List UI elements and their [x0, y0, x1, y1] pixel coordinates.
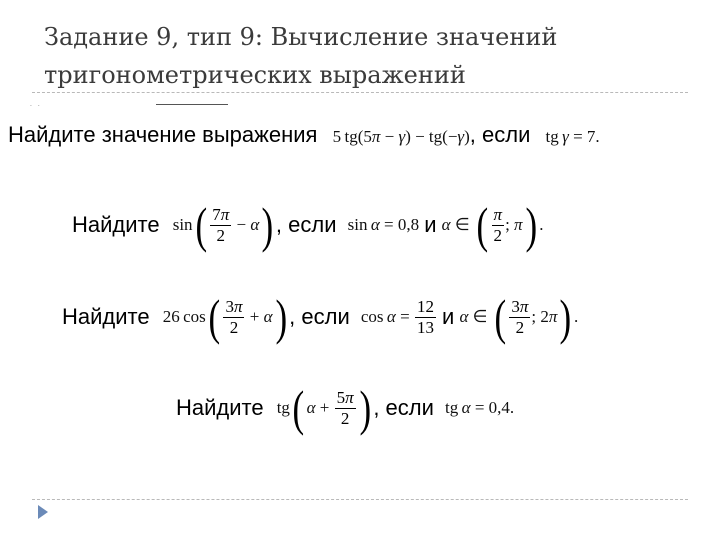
- task-4-func: tg: [276, 398, 290, 417]
- top-divider: [32, 92, 688, 93]
- task-3-cond: , если: [289, 304, 350, 329]
- task-2-condition: sin α = 0,8: [347, 215, 420, 234]
- task-2-interval: α ∈: [441, 215, 474, 234]
- task-3-interval: α ∈: [459, 307, 492, 326]
- task-2: Найдите sin( $\frac{7\pi}{2}$ − α) , если sin α = 0,8 и α ∈ ( $\frac{\pi}{2}$ ; π) .: [72, 197, 544, 253]
- task-4: Найдите tg( α + $\frac{5\pi}{2}$ ) , если tg α = 0,4.: [176, 380, 515, 436]
- decorative-dots: · ·: [30, 103, 42, 110]
- slide-title-line2: тригонометрических выражений: [44, 61, 466, 89]
- task-2-and: и: [424, 212, 437, 237]
- triangle-bullet-icon: [38, 505, 48, 519]
- slide-title: [44, 18, 684, 94]
- task-2-fraction: $\frac{7\pi}{2}$: [212, 204, 230, 245]
- task-1-lead: Найдите значение выражения: [8, 122, 318, 147]
- task-2-cond: , если: [275, 212, 337, 237]
- task-1-expression: 5 tg(5π − γ) − tg(−γ): [332, 127, 470, 146]
- short-underline: [156, 104, 228, 105]
- bottom-divider: [32, 499, 688, 500]
- task-2-lead: Найдите: [72, 212, 160, 237]
- task-4-fraction: $\frac{5\pi}{2}$: [336, 387, 354, 428]
- task-1-condition: tg γ = 7.: [545, 127, 600, 146]
- task-3-condition: cos α =: [360, 307, 414, 326]
- task-3-func: 26 cos: [162, 307, 206, 326]
- task-1-cond: , если: [469, 122, 531, 147]
- task-4-condition: tg α = 0,4.: [445, 398, 515, 417]
- task-3-fraction: $\frac{3\pi}{2}$: [225, 296, 243, 337]
- task-2-func: sin: [172, 215, 193, 234]
- task-3-lead: Найдите: [62, 304, 150, 329]
- task-3: Найдите 26 cos( $\frac{3\pi}{2}$ + α) , если cos α = $\frac{12}{13}$ и α ∈ ( $\frac{3\pi}{2}$ ; 2π) .: [62, 289, 579, 345]
- task-3-and: и: [442, 304, 455, 329]
- task-4-cond: , если: [373, 395, 434, 420]
- task-4-lead: Найдите: [176, 395, 264, 420]
- slide-title-line1: Задание 9, тип 9: Вычисление значений: [44, 23, 558, 51]
- task-1: [8, 124, 600, 147]
